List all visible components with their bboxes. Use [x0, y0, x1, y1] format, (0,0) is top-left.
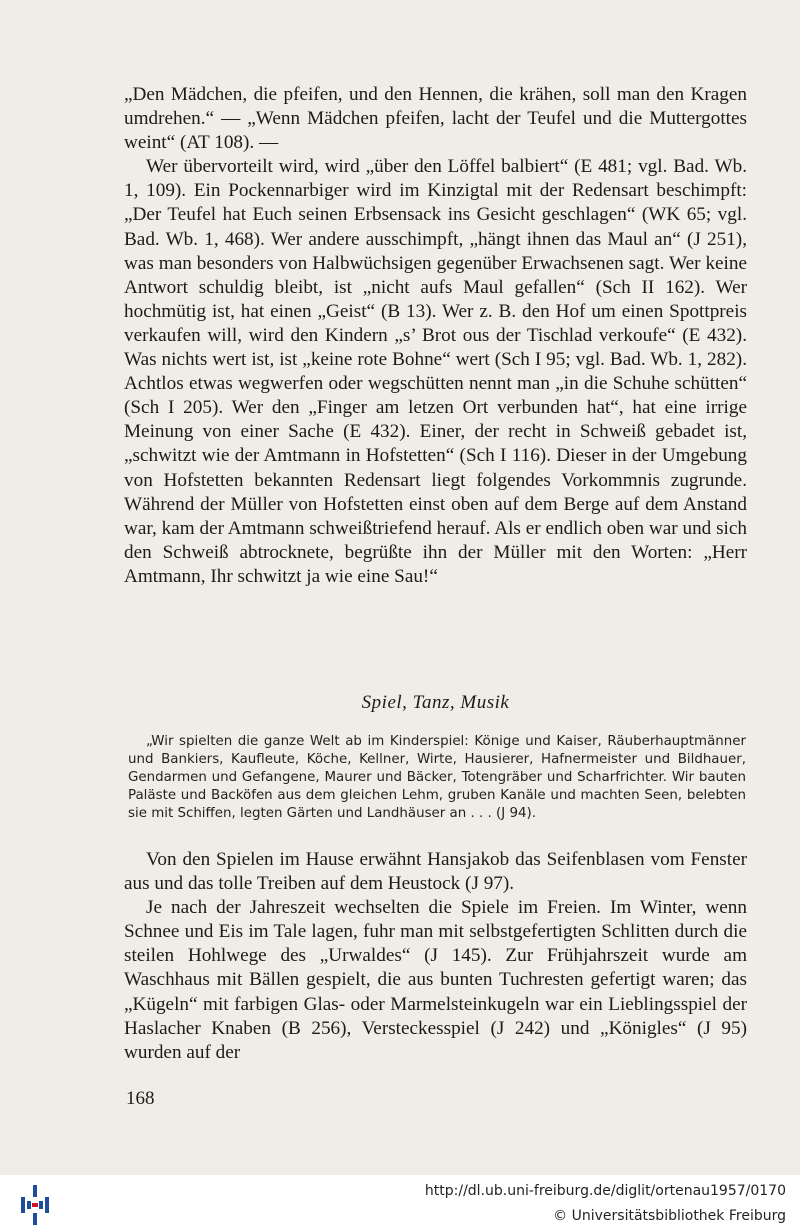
section-heading: Spiel, Tanz, Musik — [361, 692, 510, 713]
page-number: 168 — [126, 1088, 155, 1109]
paragraph-4: Je nach der Jahreszeit wechselten die Spiele im Freien. Im Winter, wenn Schnee und Eis im Tale lagen, fuhr man mit selbstgefertigten Schlitten durch die steilen Hohlwege des „Urwaldes“ (J 145). Zur Frühjahrszeit wurde am Waschhaus mit Bällen gespielt, die aus bunten Tuchresten gefertigt waren; das „Kügeln“ mit farbigen Glas- oder Marmelsteinkugeln war ein Lieblingsspiel der Haslacher Knaben (B 256), Versteckesspiel (J 242) und „Königles“ (J 95) wurden auf der — [124, 897, 747, 1063]
paragraph-3: Von den Spielen im Hause erwähnt Hansjakob das Seifenblasen vom Fenster aus und das tolle Treiben auf dem Heustock (J 97). — [124, 849, 747, 895]
text-block-bottom — [124, 848, 747, 1065]
copyright-notice: © Universitätsbibliothek Freiburg — [553, 1208, 786, 1224]
source-url-link[interactable]: http://dl.ub.uni-freiburg.de/diglit/ortenau1957/0170 — [424, 1183, 786, 1199]
ub-freiburg-logo-icon — [18, 1183, 52, 1227]
footer-bar — [0, 1175, 800, 1232]
paragraph-1: „Den Mädchen, die pfeifen, und den Hennen, die krähen, soll man den Kragen umdrehen.“ — „Wenn Mädchen pfeifen, lacht der Teufel und die Muttergottes weint“ (AT 108). — — [124, 84, 747, 154]
paragraph-2: Wer übervorteilt wird, wird „über den Löffel balbiert“ (E 481; vgl. Bad. Wb. 1, 109). Ein Pockennarbiger wird im Kinzigtal mit der Redensart beschimpft: „Der Teufel hat Euch seinen Erbsensack ins Gesicht geschlagen“ (WK 65; vgl. Bad. Wb. 1, 468). Wer andere ausschimpft, „hängt ihnen das Maul an“ (J 251), was man besonders von Halbwüchsigen gegenüber Erwachsenen sagt. Wer keine Antwort schuldig bleibt, ist „nicht aufs Maul gefallen“ (Sch II 162). Wer hochmütig ist, hat einen „Geist“ (B 13). Wer z. B. den Hof um einen Spottpreis verkaufen will, wird den Kindern „s’ Brot ous der Tischlad verkoufe“ (E 432). Was nichts wert ist, ist „keine rote Bohne“ wert (Sch I 95; vgl. Bad. Wb. 1, 282). Achtlos etwas wegwerfen oder wegschütten nennt man „in die Schuhe schütten“ (Sch I 205). Wer den „Finger am letzen Ort verbunden hat“, hat eine irrige Meinung von einer Sache (E 432). Einer, der recht in Schweiß gebadet ist, „schwitzt wie der Amtmann in Hofstetten“ (Sch I 116). Dieser in der Umgebung von Hofstetten bekannten Redensart liegt folgendes Vorkommnis zugrunde. Während der Müller von Hofstetten einst oben auf dem Berge auf dem Anstand war, kam der Amtmann schweißtriefend herauf. Als er endlich oben war und sich den Schweiß abtrocknete, begrüßte ihn der Müller mit den Worten: „Herr Amtmann, Ihr schwitzt ja wie eine Sau!“ — [124, 156, 747, 587]
text-block-top — [124, 83, 747, 589]
block-quote: „Wir spielten die ganze Welt ab im Kinderspiel: Könige und Kaiser, Räuberhauptmänner und Bankiers, Kaufleute, Köche, Kellner, Wirte, Hausierer, Hafnermeister und Bildhauer, Gendarmen und Gefangene, Maurer und Bäcker, Totengräber und Scharfrichter. Wir bauten Paläste und Backöfen aus dem gleichen Lehm, gruben Kanäle und machten Seen, belebten sie mit Schiffen, legten Gärten und Landhäuser an . . . (J 94). — [128, 734, 746, 821]
